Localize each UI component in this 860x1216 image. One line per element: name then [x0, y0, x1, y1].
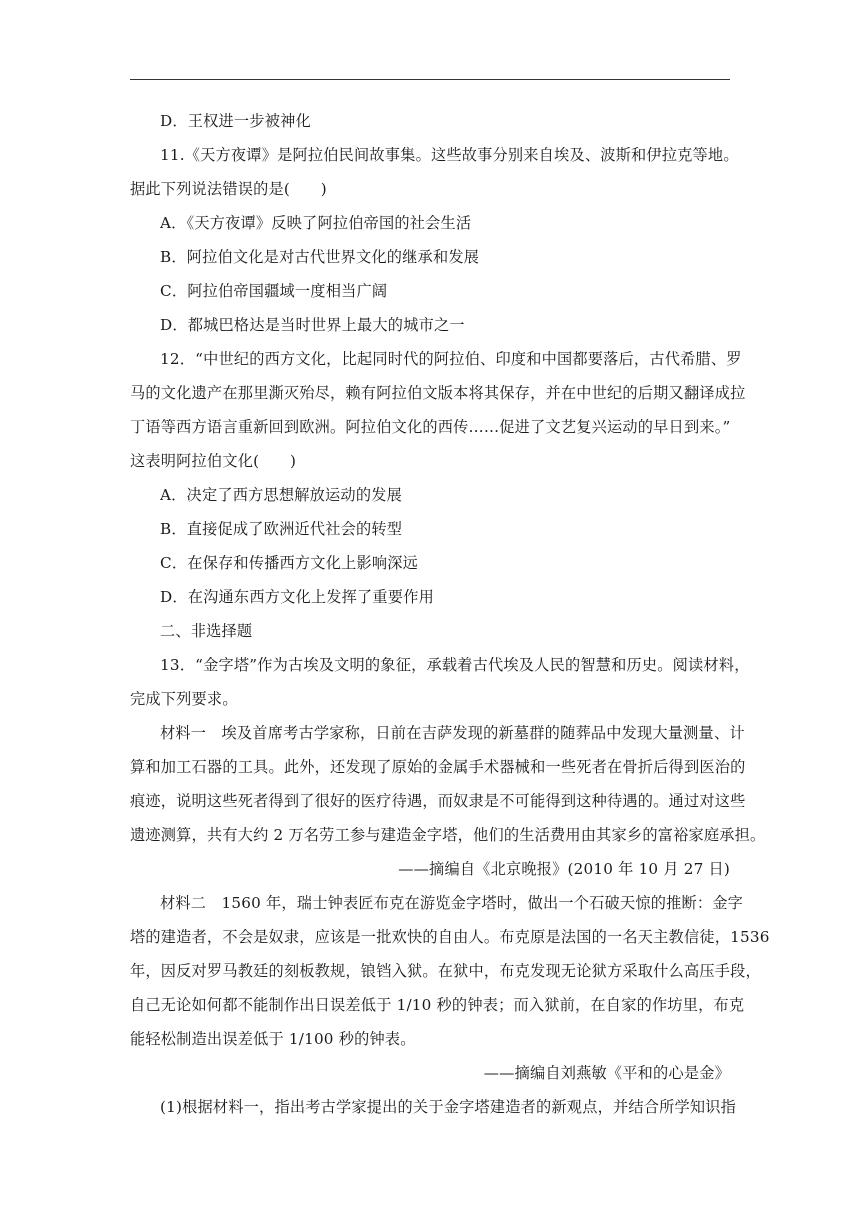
q12-stem-line1: 12．“中世纪的西方文化，比起同时代的阿拉伯、印度和中国都要落后，古代希腊、罗 — [160, 350, 742, 368]
q10-option-d: D．王权进一步被神化 — [160, 112, 311, 130]
material1-source: ——摘编自《北京晚报》(2010 年 10 月 27 日) — [398, 860, 730, 878]
q12-option-c: C．在保存和传播西方文化上影响深远 — [160, 554, 419, 572]
q12-stem-line4: 这表明阿拉伯文化( ) — [130, 452, 297, 470]
q12-option-d: D．在沟通东西方文化上发挥了重要作用 — [160, 588, 434, 606]
q11-option-b: B．阿拉伯文化是对古代世界文化的继承和发展 — [160, 248, 480, 266]
q13-stem-line1: 13．“金字塔”作为古埃及文明的象征，承载着古代埃及人民的智慧和历史。阅读材料， — [160, 656, 750, 674]
q13-sub1-line1: (1)根据材料一，指出考古学家提出的关于金字塔建造者的新观点，并结合所学知识指 — [160, 1098, 737, 1116]
q11-option-a: A．《天方夜谭》反映了阿拉伯帝国的社会生活 — [160, 214, 472, 232]
material2-line2: 塔的建造者，不会是奴隶，应该是一批欢快的自由人。布克原是法国的一名天主教信徒，1536 — [130, 928, 770, 946]
header-rule — [130, 79, 730, 80]
material1-line1: 材料一 埃及首席考古学家称，日前在吉萨发现的新墓群的随葬品中发现大量测量、计 — [160, 724, 745, 742]
q12-option-a: A．决定了西方思想解放运动的发展 — [160, 486, 402, 504]
material2-line3: 年，因反对罗马教廷的刻板教规，锒铛入狱。在狱中，布克发现无论狱方采取什么高压手段， — [130, 962, 761, 980]
q11-option-c: C．阿拉伯帝国疆域一度相当广阔 — [160, 282, 388, 300]
section-heading: 二、非选择题 — [160, 622, 253, 640]
q12-option-b: B．直接促成了欧洲近代社会的转型 — [160, 520, 403, 538]
material2-source: ——摘编自刘燕敏《平和的心是金》 — [483, 1064, 730, 1082]
material2-line1: 材料二 1560 年，瑞士钟表匠布克在游览金字塔时，做出一个石破天惊的推断：金字 — [160, 894, 744, 912]
q11-stem-line2: 据此下列说法错误的是( ) — [130, 180, 327, 198]
q12-stem-line3: 丁语等西方语言重新回到欧洲。阿拉伯文化的西传……促进了文艺复兴运动的早日到来。” — [130, 418, 731, 436]
material1-line3: 痕迹，说明这些死者得到了很好的医疗待遇，而奴隶是不可能得到这种待遇的。通过对这些 — [130, 792, 746, 810]
material1-line4: 遗迹测算，共有大约 2 万名劳工参与建造金字塔，他们的生活费用由其家乡的富裕家庭承担。 — [130, 826, 766, 844]
material1-line2: 算和加工石器的工具。此外，还发现了原始的金属手术器械和一些死者在骨折后得到医治的 — [130, 758, 746, 776]
q13-stem-line2: 完成下列要求。 — [130, 690, 238, 708]
material2-line4: 自己无论如何都不能制作出日误差低于 1/10 秒的钟表；而入狱前，在自家的作坊里，布克 — [130, 996, 745, 1014]
material2-line5: 能轻松制造出误差低于 1/100 秒的钟表。 — [130, 1030, 416, 1048]
q11-option-d: D．都城巴格达是当时世界上最大的城市之一 — [160, 316, 465, 334]
q11-stem-line1: 11.《天方夜谭》是阿拉伯民间故事集。这些故事分别来自埃及、波斯和伊拉克等地。 — [160, 146, 739, 164]
q12-stem-line2: 马的文化遗产在那里澌灭殆尽，赖有阿拉伯文版本将其保存，并在中世纪的后期又翻译成拉 — [130, 384, 746, 402]
